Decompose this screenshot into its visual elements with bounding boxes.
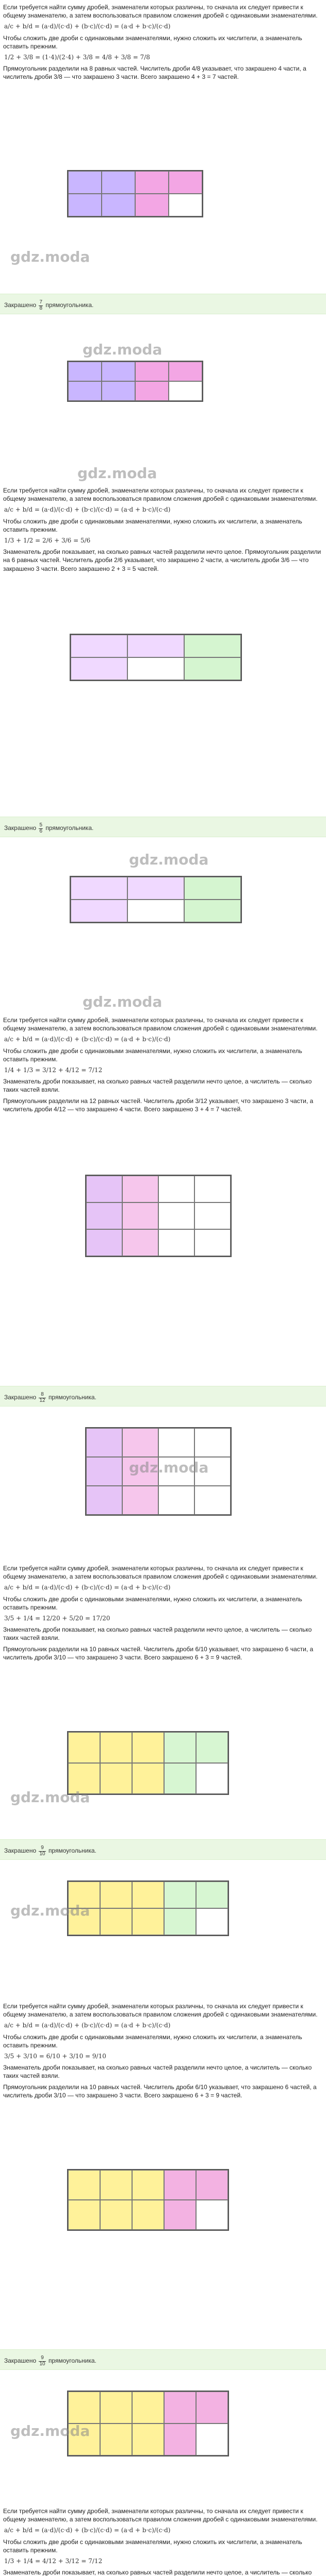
- sol5-grid-copy-wrap: [67, 2391, 229, 2456]
- grid-cell: [196, 1882, 228, 1908]
- sol1-answer: Закрашено $\frac{7}{8}$ прямоугольника.: [0, 294, 326, 314]
- grid-cell: [132, 2424, 164, 2455]
- grid-cell: [135, 194, 169, 216]
- sol5-formula: 3/5 + 3/10 = 6/10 + 3/10 = 9/10: [4, 2052, 106, 2060]
- grid-cell: [68, 194, 102, 216]
- grid-cell: [164, 1732, 196, 1763]
- sol4-grid-text: Прямоугольник разделили на 10 равных частей. Числитель дроби 6/10 указывает, что закрашено 6 части, а числитель дроби 3/10 — что закрашено 3 части. Всего закрашено 6 + 3 = 9 частей.: [3, 1645, 314, 1661]
- watermark: gdz.moda: [83, 341, 162, 358]
- watermark: gdz.moda: [10, 2422, 90, 2439]
- sol4-grid-wrap: [67, 1731, 229, 1795]
- grid-cell: [132, 1732, 164, 1763]
- grid-cell: [100, 1763, 132, 1794]
- grid-cell: [135, 171, 169, 194]
- sol6-intro: Если требуется найти сумму дробей, знаменатели которых различны, то сначала их следует привести к общему знаменателю, а затем воспользоваться правилом сложения дробей с одинаковыми знаменателями.: [3, 2507, 318, 2523]
- grid-cell: [100, 1732, 132, 1763]
- grid-cell: [102, 171, 135, 194]
- grid-cell: [68, 2424, 100, 2455]
- grid-cell: [68, 1763, 100, 1794]
- grid-cell: [169, 194, 202, 216]
- grid-cell: [86, 1229, 122, 1256]
- sol6-denom-rule: Знаменатель дроби показывает, на сколько равных частей разделили нечто целое, а числитель — сколько: [3, 2569, 312, 2576]
- solution-6: [0, 2504, 326, 2576]
- sol1-answer-fraction: $\frac{7}{8}$: [39, 299, 43, 311]
- sol3-denom-rule: Знаменатель дроби показывает, на сколько равных частей разделили нечто целое, а числитель — сколько таких частей взяли.: [3, 1078, 312, 1094]
- sol3-rectangle-grid: [85, 1175, 232, 1257]
- sol3-grid-copy-wrap: [85, 1427, 232, 1516]
- sol2-grid-copy-wrap: [70, 876, 242, 923]
- grid-cell: [164, 2170, 196, 2200]
- watermark: gdz.moda: [83, 993, 162, 1010]
- sol2-rectangle-grid-copy: [70, 876, 242, 923]
- grid-cell: [158, 1202, 194, 1229]
- grid-cell: [122, 1229, 158, 1256]
- grid-cell: [132, 2170, 164, 2200]
- grid-cell: [158, 1457, 194, 1486]
- grid-cell: [196, 1908, 228, 1935]
- grid-cell: [100, 2424, 132, 2455]
- grid-cell: [164, 2200, 196, 2230]
- grid-cell: [196, 2424, 228, 2455]
- sol4-rectangle-grid: [67, 1731, 229, 1795]
- grid-cell: [194, 1202, 231, 1229]
- sol4-denom-rule: Знаменатель дроби показывает, на сколько равных частей разделили нечто целое, а числитель — сколько таких частей взяли.: [3, 1626, 312, 1642]
- grid-cell: [164, 1882, 196, 1908]
- grid-cell: [102, 362, 135, 381]
- grid-cell: [102, 194, 135, 216]
- sol1-formula: 1/2 + 3/8 = (1·4)/(2·4) + 3/8 = 4/8 + 3/8 = 7/8: [4, 53, 150, 61]
- grid-cell: [68, 2170, 100, 2200]
- grid-cell: [196, 1732, 228, 1763]
- grid-cell: [68, 381, 102, 401]
- sol6-rule: Чтобы сложить две дроби с одинаковыми знаменателями, нужно сложить их числители, а знаменатель оставить прежним.: [3, 2538, 302, 2554]
- grid-cell: [86, 1202, 122, 1229]
- grid-cell: [196, 2200, 228, 2230]
- grid-cell: [194, 1486, 231, 1515]
- sol5-rule: Чтобы сложить две дроби с одинаковыми знаменателями, нужно сложить их числители, а знаменатель оставить прежним.: [3, 2033, 302, 2049]
- grid-cell: [132, 2392, 164, 2424]
- sol4-grid-copy-wrap: [67, 1880, 229, 1936]
- solution-1: [0, 0, 326, 84]
- grid-cell: [194, 1229, 231, 1256]
- grid-cell: [100, 1882, 132, 1908]
- sol1-intro: Если требуется найти сумму дробей, знаменатели которых различны, то сначала их следует привести к общему знаменателю, а затем воспользоваться правилом сложения дробей с одинаковыми знаменателями.: [3, 4, 318, 20]
- grid-cell: [122, 1176, 158, 1202]
- grid-cell: [100, 2392, 132, 2424]
- sol5-answer: Закрашено $\frac{9}{10}$ прямоугольника.: [0, 2349, 326, 2370]
- grid-cell: [164, 2424, 196, 2455]
- solution-4: [0, 1561, 326, 1664]
- sol2-answer-fraction: $\frac{5}{6}$: [39, 822, 43, 834]
- grid-cell: [68, 362, 102, 381]
- grid-cell: [184, 635, 241, 657]
- grid-cell: [100, 1908, 132, 1935]
- sol6-formula: 1/3 + 1/4 = 4/12 + 3/12 = 7/12: [4, 2557, 103, 2565]
- grid-cell: [169, 171, 202, 194]
- grid-cell: [196, 2392, 228, 2424]
- grid-cell: [71, 877, 127, 900]
- solution-2: [0, 464, 326, 575]
- grid-cell: [184, 657, 241, 680]
- grid-cell: [127, 900, 184, 922]
- watermark: gdz.moda: [129, 851, 209, 868]
- grid-cell: [135, 381, 169, 401]
- sol5-rectangle-grid-copy: [67, 2391, 229, 2456]
- grid-cell: [102, 381, 135, 401]
- grid-cell: [68, 2200, 100, 2230]
- sol5-general-formula: a/c + b/d = (a·d)/(c·d) + (b·c)/(c·d) = (a·d + b·c)/(c·d): [4, 2022, 171, 2029]
- watermark: gdz.moda: [129, 1459, 209, 1476]
- sol5-rectangle-grid: [67, 2169, 229, 2231]
- grid-cell: [71, 657, 127, 680]
- grid-cell: [164, 1763, 196, 1794]
- sol4-general-formula: a/c + b/d = (a·d)/(c·d) + (b·c)/(c·d) = (a·d + b·c)/(c·d): [4, 1584, 171, 1591]
- grid-cell: [194, 1428, 231, 1457]
- sol2-rectangle-grid: [70, 634, 242, 681]
- grid-cell: [122, 1202, 158, 1229]
- sol6-general-formula: a/c + b/d = (a·d)/(c·d) + (b·c)/(c·d) = (a·d + b·c)/(c·d): [4, 2527, 171, 2534]
- sol2-answer: Закрашено $\frac{5}{6}$ прямоугольника.: [0, 817, 326, 837]
- sol5-intro: Если требуется найти сумму дробей, знаменатели которых различны, то сначала их следует привести к общему знаменателю, а затем воспользоваться правилом сложения дробей с одинаковыми знаменателями.: [3, 2003, 318, 2019]
- sol4-rectangle-grid-copy: [67, 1880, 229, 1936]
- grid-cell: [86, 1486, 122, 1515]
- grid-cell: [158, 1486, 194, 1515]
- grid-cell: [135, 362, 169, 381]
- sol3-formula: 1/4 + 1/3 = 3/12 + 4/12 = 7/12: [4, 1066, 103, 1074]
- solution-3: [0, 994, 326, 1116]
- grid-cell: [164, 1908, 196, 1935]
- grid-cell: [68, 2392, 100, 2424]
- sol1-rectangle-grid-copy: [67, 361, 203, 402]
- grid-cell: [169, 381, 202, 401]
- sol1-rule: Чтобы сложить две дроби с одинаковыми знаменателями, нужно сложить их числители, а знаменатель оставить прежним.: [3, 34, 302, 50]
- sol3-answer-fraction: $\frac{8}{12}$: [39, 1392, 45, 1403]
- sol2-grid-text: Знаменатель дроби показывает, на сколько равных частей разделили нечто целое. Прямоугольник разделили на 6 равных частей. Числитель дроби 2/6 указывает, что закрашено 2 части, а числитель дроби 3/6 — что закрашено 3 части. Всего закрашено 2 + 3 = 5 частей.: [3, 548, 321, 572]
- sol3-intro: Если требуется найти сумму дробей, знаменатели которых различны, то сначала их следует привести к общему знаменателю, а затем воспользоваться правилом сложения дробей с одинаковыми знаменателями.: [3, 1016, 318, 1032]
- sol2-general-formula: a/c + b/d = (a·d)/(c·d) + (b·c)/(c·d) = (a·d + b·c)/(c·d): [4, 506, 171, 514]
- watermark: gdz.moda: [10, 248, 90, 265]
- grid-cell: [127, 657, 184, 680]
- grid-cell: [71, 635, 127, 657]
- grid-cell: [122, 1457, 158, 1486]
- sol4-formula: 3/5 + 1/4 = 12/20 + 5/20 = 17/20: [4, 1614, 110, 1622]
- sol1-grid-text: Прямоугольник разделили на 8 равных частей. Числитель дроби 4/8 указывает, что закрашено 4 части, а числитель дроби 3/8 — что закрашено 3 части. Всего закрашено 4 + 3 = 7 частей.: [3, 65, 306, 81]
- grid-cell: [196, 2170, 228, 2200]
- grid-cell: [127, 877, 184, 900]
- grid-cell: [68, 1732, 100, 1763]
- sol2-formula: 1/3 + 1/2 = 2/6 + 3/6 = 5/6: [4, 536, 91, 544]
- sol2-rule: Чтобы сложить две дроби с одинаковыми знаменателями, нужно сложить их числители, а знаменатель оставить прежним.: [3, 517, 302, 533]
- grid-cell: [132, 1763, 164, 1794]
- grid-cell: [158, 1176, 194, 1202]
- grid-cell: [158, 1229, 194, 1256]
- grid-cell: [71, 900, 127, 922]
- grid-cell: [86, 1176, 122, 1202]
- grid-cell: [184, 900, 241, 922]
- grid-cell: [164, 2392, 196, 2424]
- sol3-grid-text: Прямоугольник разделили на 12 равных частей. Числитель дроби 3/12 указывает, что закрашено 3 части, а числитель дроби 4/12 — что закрашено 4 части. Всего закрашено 3 + 4 = 7 частей.: [3, 1097, 314, 1113]
- sol1-general-formula: a/c + b/d = (a·d)/(c·d) + (b·c)/(c·d) = (a·d + b·c)/(c·d): [4, 23, 171, 30]
- grid-cell: [132, 1882, 164, 1908]
- sol1-grid-wrap: [67, 170, 203, 217]
- grid-cell: [184, 877, 241, 900]
- sol5-denom-rule: Знаменатель дроби показывает, на сколько равных частей разделили нечто целое, а числитель — сколько таких частей взяли.: [3, 2064, 312, 2080]
- grid-cell: [196, 1763, 228, 1794]
- sol3-grid-wrap: [85, 1175, 232, 1257]
- watermark: gdz.moda: [10, 1902, 90, 1919]
- grid-cell: [122, 1428, 158, 1457]
- sol2-intro: Если требуется найти сумму дробей, знаменатели которых различны, то сначала их следует привести к общему знаменателю, а затем воспользоваться правилом сложения дробей с одинаковыми знаменателями.: [3, 487, 318, 503]
- grid-cell: [100, 2170, 132, 2200]
- grid-cell: [86, 1457, 122, 1486]
- sol5-answer-fraction: $\frac{9}{10}$: [39, 2355, 45, 2367]
- grid-cell: [132, 1908, 164, 1935]
- grid-cell: [194, 1457, 231, 1486]
- grid-cell: [194, 1176, 231, 1202]
- sol4-answer-fraction: $\frac{9}{10}$: [39, 1845, 45, 1857]
- grid-cell: [86, 1428, 122, 1457]
- grid-cell: [68, 1908, 100, 1935]
- grid-cell: [100, 2200, 132, 2230]
- sol4-answer: Закрашено $\frac{9}{10}$ прямоугольника.: [0, 1839, 326, 1860]
- grid-cell: [158, 1428, 194, 1457]
- sol1-grid-copy-wrap: [67, 361, 203, 402]
- watermark: gdz.moda: [10, 1789, 90, 1806]
- sol5-grid-wrap: [67, 2169, 229, 2231]
- grid-cell: [169, 362, 202, 381]
- watermark: gdz.moda: [77, 465, 157, 482]
- grid-cell: [68, 1882, 100, 1908]
- sol4-rule: Чтобы сложить две дроби с одинаковыми знаменателями, нужно сложить их числители, а знаменатель оставить прежним.: [3, 1595, 302, 1611]
- grid-cell: [68, 171, 102, 194]
- solution-5: [0, 1999, 326, 2102]
- grid-cell: [122, 1486, 158, 1515]
- sol4-intro: Если требуется найти сумму дробей, знаменатели которых различны, то сначала их следует привести к общему знаменателю, а затем воспользоваться правилом сложения дробей с одинаковыми знаменателями.: [3, 1565, 318, 1581]
- sol3-rule: Чтобы сложить две дроби с одинаковыми знаменателями, нужно сложить их числители, а знаменатель оставить прежним.: [3, 1047, 302, 1063]
- sol3-answer: Закрашено $\frac{8}{12}$ прямоугольника.: [0, 1386, 326, 1406]
- sol2-grid-wrap: [70, 634, 242, 681]
- sol3-general-formula: a/c + b/d = (a·d)/(c·d) + (b·c)/(c·d) = (a·d + b·c)/(c·d): [4, 1036, 171, 1043]
- sol1-rectangle-grid: [67, 170, 203, 217]
- sol3-rectangle-grid-copy: [85, 1427, 232, 1516]
- grid-cell: [127, 635, 184, 657]
- sol5-grid-text: Прямоугольник разделили на 10 равных частей. Числитель дроби 6/10 указывает, что закрашено 6 частей, а числитель дроби 3/10 — что закрашено 3 части. Всего закрашено 6 + 3 = 9 частей.: [3, 2083, 317, 2099]
- grid-cell: [132, 2200, 164, 2230]
